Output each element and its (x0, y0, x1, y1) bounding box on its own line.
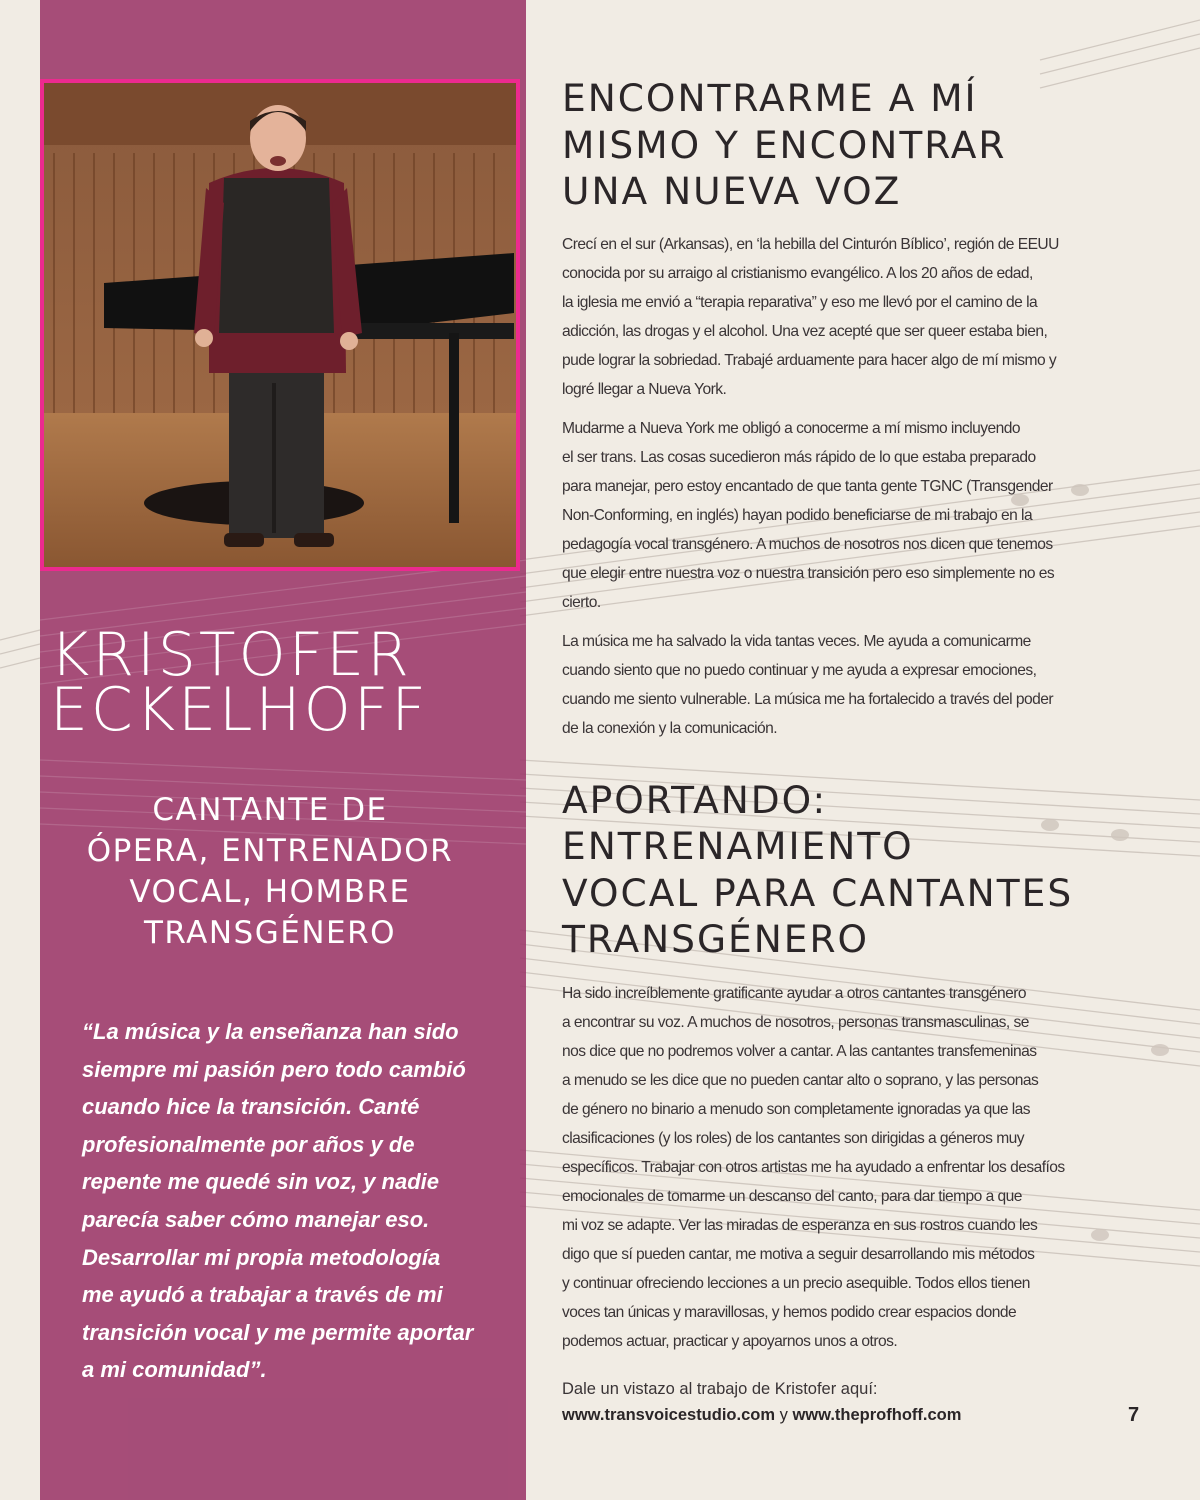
quote-line: Desarrollar mi propia metodología (82, 1244, 441, 1270)
heading-line: ENTRENAMIENTO (562, 824, 914, 868)
paragraph-line: a menudo se les dice que no pueden cantar alto o soprano, y las personas (562, 1071, 1039, 1089)
role-line: VOCAL, HOMBRE (129, 874, 411, 910)
heading-line: UNA NUEVA VOZ (562, 169, 902, 213)
paragraph-line: Non-Conforming, en inglés) hayan podido beneficiarse de mi trabajo en la (562, 506, 1033, 524)
paragraph-line: Mudarme a Nueva York me obligó a conocerme a mí mismo incluyendo (562, 419, 1020, 437)
paragraph-line: para manejar, pero estoy encantado de que tanta gente TGNC (Transgender (562, 477, 1053, 495)
role-line: ÓPERA, ENTRENADOR (86, 833, 454, 869)
paragraph-line: adicción, las drogas y el alcohol. Una vez acepté que ser queer estaba bien, (562, 322, 1048, 340)
paragraph-line: digo que sí pueden cantar, me motiva a seguir desarrollando mis métodos (562, 1245, 1035, 1263)
heading-line: VOCAL PARA CANTANTES (562, 870, 1074, 915)
paragraph-line: de género no binario a menudo son completamente ignoradas ya que las (562, 1100, 1031, 1118)
singer-photo (40, 79, 520, 571)
quote-line: parecía saber cómo manejar eso. (82, 1206, 430, 1232)
paragraph-line: Ha sido increíblemente gratificante ayudar a otros cantantes transgénero (562, 984, 1027, 1002)
pull-quote (82, 1013, 512, 1389)
paragraph-line: la iglesia me envió a “terapia reparativa” y eso me llevó por el camino de la (562, 293, 1038, 311)
section1-paragraph-3 (562, 627, 1152, 743)
paragraph-line: el ser trans. Las cosas sucedieron más rápido de lo que estaba preparado (562, 448, 1036, 466)
links-intro: Dale un vistazo al trabajo de Kristofer aquí: (562, 1379, 878, 1398)
section1-heading (562, 75, 1152, 215)
paragraph-line: pedagogía vocal transgénero. A muchos de nosotros nos dicen que tenemos (562, 535, 1053, 553)
link-separator: y (775, 1405, 793, 1424)
section2-paragraph-1 (562, 979, 1152, 1356)
quote-line: transición vocal y me permite aportar (82, 1319, 474, 1345)
paragraph-line: específicos. Trabajar con otros artistas me ha ayudado a enfrentar los desafíos (562, 1158, 1065, 1176)
quote-line: cuando hice la transición. Canté (82, 1094, 420, 1120)
paragraph-line: La música me ha salvado la vida tantas veces. Me ayuda a comunicarme (562, 632, 1031, 650)
transvoicestudio-link[interactable]: www.transvoicestudio.com (562, 1405, 776, 1424)
paragraph-line: pude lograr la sobriedad. Trabajé arduamente para hacer algo de mí mismo y (562, 351, 1057, 369)
paragraph-line: voces tan únicas y maravillosas, y hemos podido crear espacios donde (562, 1303, 1017, 1321)
heading-line: ENCONTRARME A MÍ (562, 76, 978, 120)
paragraph-line: cuando me siento vulnerable. La música me ha fortalecido a través del poder (562, 690, 1053, 708)
paragraph-line: nos dice que no podremos volver a cantar. A las cantantes transfemeninas (562, 1042, 1037, 1060)
name-first: KRISTOFER (50, 620, 412, 690)
photo-illustration (44, 83, 516, 567)
article-column (562, 75, 1152, 1428)
paragraph-line: cierto. (562, 593, 601, 611)
person-name (50, 620, 520, 745)
theprofhoff-link[interactable]: www.theprofhoff.com (792, 1405, 962, 1424)
paragraph-line: mi voz se adapte. Ver las miradas de esperanza en sus rostros cuando les (562, 1216, 1038, 1234)
paragraph-line: a encontrar su voz. A muchos de nosotros, personas transmasculinas, se (562, 1013, 1029, 1031)
section1-paragraph-2 (562, 414, 1152, 617)
heading-line: MISMO Y ENCONTRAR (562, 122, 1007, 167)
quote-line: siempre mi pasión pero todo cambió (82, 1056, 466, 1082)
quote-line: profesionalmente por años y de (82, 1131, 415, 1157)
paragraph-line: logré llegar a Nueva York. (562, 380, 727, 398)
heading-line: APORTANDO: (562, 777, 828, 822)
paragraph-line: conocida por su arraigo al cristianismo evangélico. A los 20 años de edad, (562, 264, 1033, 282)
page-number: 7 (1128, 1404, 1140, 1426)
role-line: CANTANTE DE (152, 792, 388, 828)
paragraph-line: emocionales de tomarme un descanso del canto, para dar tiempo a que (562, 1187, 1022, 1205)
paragraph-line: de la conexión y la comunicación. (562, 719, 778, 737)
role-line: TRANSGÉNERO (143, 915, 397, 951)
quote-line: “La música y la enseñanza han sido (82, 1019, 459, 1044)
quote-line: me ayudó a trabajar a través de mi (82, 1282, 443, 1308)
section1-paragraph-1 (562, 230, 1152, 404)
section2-heading (562, 777, 1152, 963)
paragraph-line: y continuar ofreciendo lecciones a un precio asequible. Todos ellos tienen (562, 1274, 1030, 1292)
paragraph-line: que elegir entre nuestra voz o nuestra transición pero eso simplemente no es (562, 564, 1055, 582)
name-last: ECKELHOFF (50, 675, 429, 745)
person-role (50, 790, 490, 954)
quote-line: repente me quedé sin voz, y nadie (82, 1169, 439, 1195)
paragraph-line: Crecí en el sur (Arkansas), en ‘la hebilla del Cinturón Bíblico’, región de EEUU (562, 235, 1059, 253)
heading-line: TRANSGÉNERO (562, 917, 870, 961)
quote-line: a mi comunidad”. (82, 1357, 267, 1383)
paragraph-line: podemos actuar, practicar y apoyarnos unos a otros. (562, 1332, 898, 1350)
paragraph-line: cuando siento que no puedo continuar y me ayuda a expresar emociones, (562, 661, 1037, 679)
links-line (562, 1402, 1152, 1428)
paragraph-line: clasificaciones (y los roles) de los cantantes son dirigidas a géneros muy (562, 1129, 1025, 1147)
